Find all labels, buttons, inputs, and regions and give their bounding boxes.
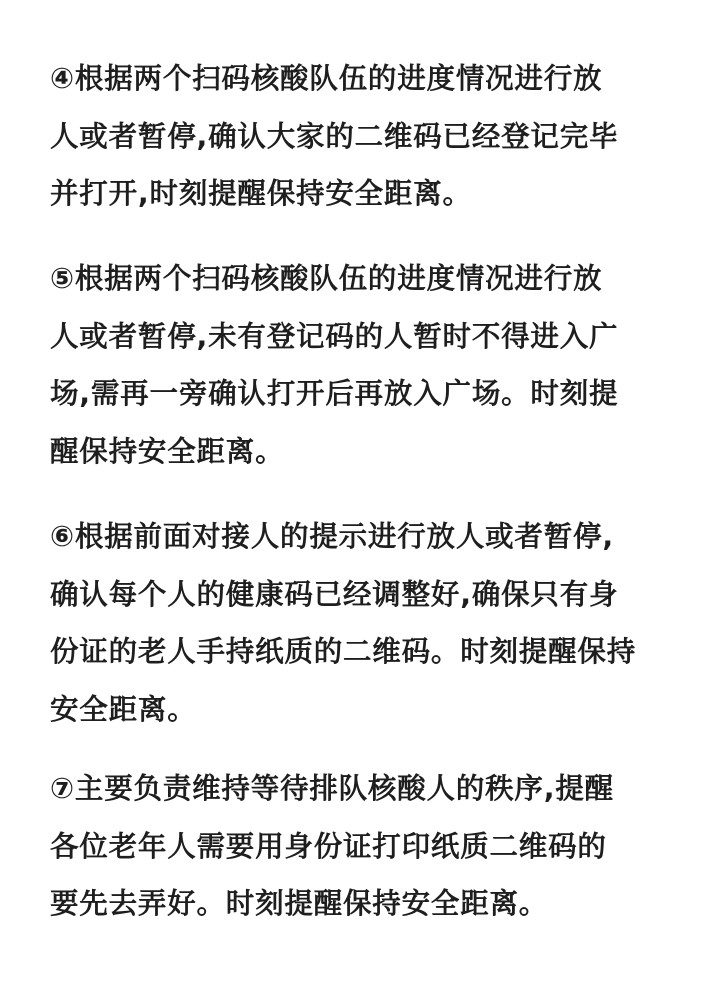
text-line: 各位老年人需要用身份证打印纸质二维码的 <box>50 829 607 863</box>
text-line: 要先去弄好。时刻提醒保持安全距离。 <box>50 887 549 920</box>
text-line: 份证的老人手持纸质的二维码。时刻提醒保持 <box>50 635 637 668</box>
text-line: ⑤根据两个扫码核酸队伍的进度情况进行放 <box>50 262 603 295</box>
text-line: ④根据两个扫码核酸队伍的进度情况进行放 <box>50 62 603 95</box>
text-line: 场,需再一旁确认打开后再放入广场。时刻提 <box>50 377 619 410</box>
paragraph-6 <box>50 508 690 738</box>
text-line: ⑥根据前面对接人的提示进行放人或者暂停, <box>50 520 614 553</box>
text-line: 确认每个人的健康码已经调整好,确保只有身 <box>50 577 619 611</box>
paragraph-5 <box>50 250 690 480</box>
paragraph-7 <box>50 760 690 933</box>
text-line: 安全距离。 <box>50 692 197 726</box>
text-line: ⑦主要负责维持等待排队核酸人的秩序,提醒 <box>50 772 614 805</box>
text-line: 人或者暂停,未有登记码的人暂时不得进入广 <box>50 319 619 353</box>
text-line: 醒保持安全距离。 <box>50 434 285 468</box>
text-line: 并打开,时刻提醒保持安全距离。 <box>50 177 472 210</box>
paragraph-4 <box>50 50 690 223</box>
text-line: 人或者暂停,确认大家的二维码已经登记完毕 <box>50 119 619 153</box>
